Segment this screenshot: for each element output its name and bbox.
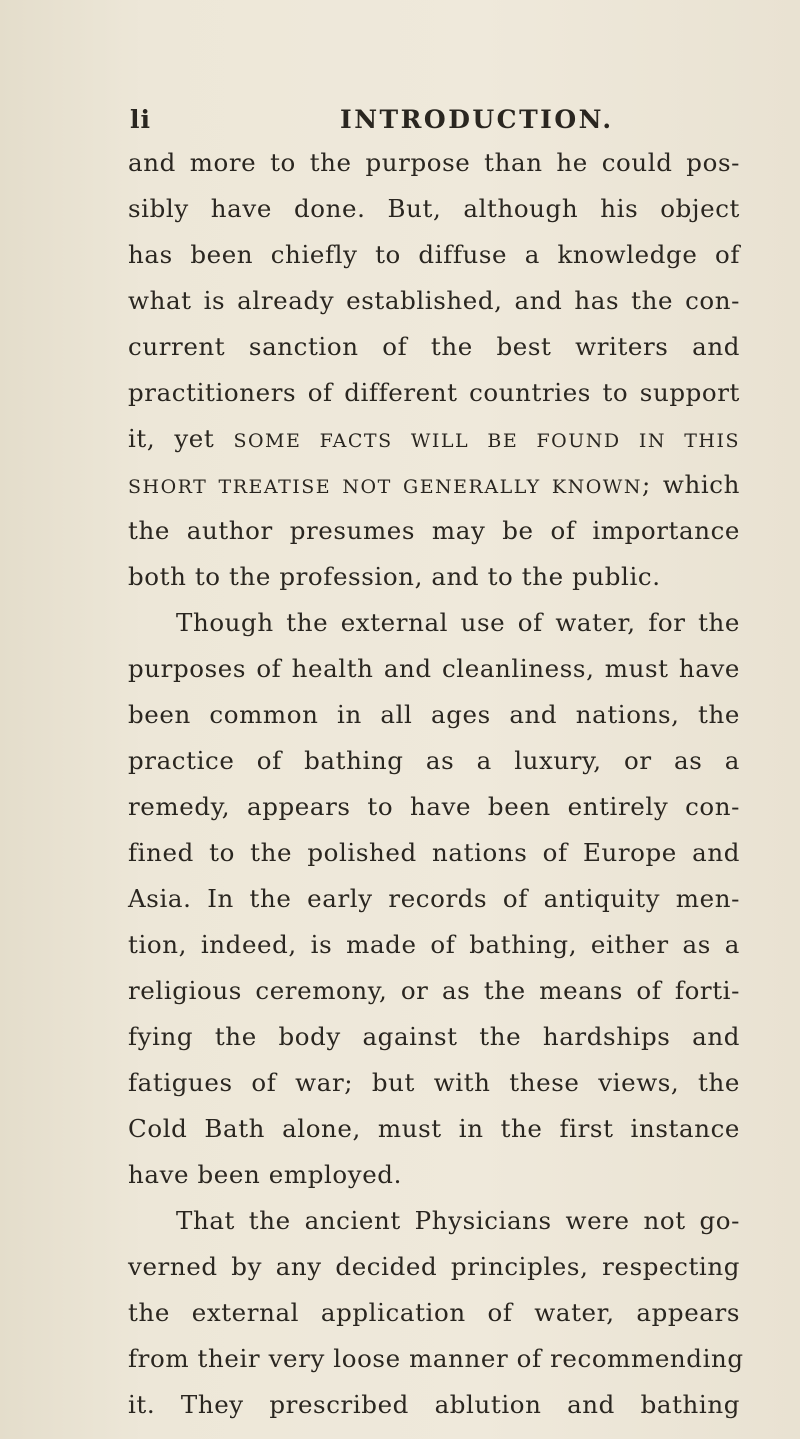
text-line: and more to the purpose than he could pos- [128,148,740,177]
text-line: current sanction of the best writers and [128,332,740,361]
text-line: what is already established, and has the con- [128,286,740,315]
small-caps-run: SHORT TREATISE NOT GENERALLY KNOWN [128,476,642,498]
text-line: tion, indeed, is made of bathing, either as a [128,930,740,959]
page-number: li [130,105,151,134]
text-run: it, yet [128,424,234,453]
text-line: has been chiefly to diffuse a knowledge of [128,240,740,269]
text-line: purposes of health and cleanliness, must have [128,654,740,683]
text-line: been common in all ages and nations, the [128,700,740,729]
paragraph-start-line: Though the external use of water, for the [176,608,740,637]
text-line: both to the profession, and to the public. [128,562,661,591]
text-line: practice of bathing as a luxury, or as a [128,746,740,775]
text-line: verned by any decided principles, respecting [128,1252,740,1281]
text-line: Asia. In the early records of antiquity men- [128,884,740,913]
text-line: fatigues of war; but with these views, the [128,1068,740,1097]
text-line: remedy, appears to have been entirely con- [128,792,740,821]
text-line: fined to the polished nations of Europe and [128,838,740,867]
text-line: the external application of water, appears [128,1298,740,1327]
text-line: have been employed. [128,1160,402,1189]
text-line [128,462,740,508]
running-head: INTRODUCTION. [340,105,614,134]
text-line: it. They prescribed ablution and bathing [128,1390,740,1419]
body-text [128,140,744,1428]
text-line: from their very loose manner of recommending [128,1344,744,1373]
text-line: practitioners of different countries to support [128,378,740,407]
page-header [0,101,800,137]
text-line [128,416,740,462]
paragraph-start-line: That the ancient Physicians were not go- [176,1206,740,1235]
small-caps-run: SOME FACTS WILL BE FOUND IN THIS [233,430,741,452]
text-line: fying the body against the hardships and [128,1022,740,1051]
text-line: religious ceremony, or as the means of forti- [128,976,740,1005]
text-line: Cold Bath alone, must in the first instance [128,1114,740,1143]
text-line: sibly have done. But, although his object [128,194,740,223]
text-line: the author presumes may be of importance [128,516,740,545]
text-run: ; which [641,470,740,499]
